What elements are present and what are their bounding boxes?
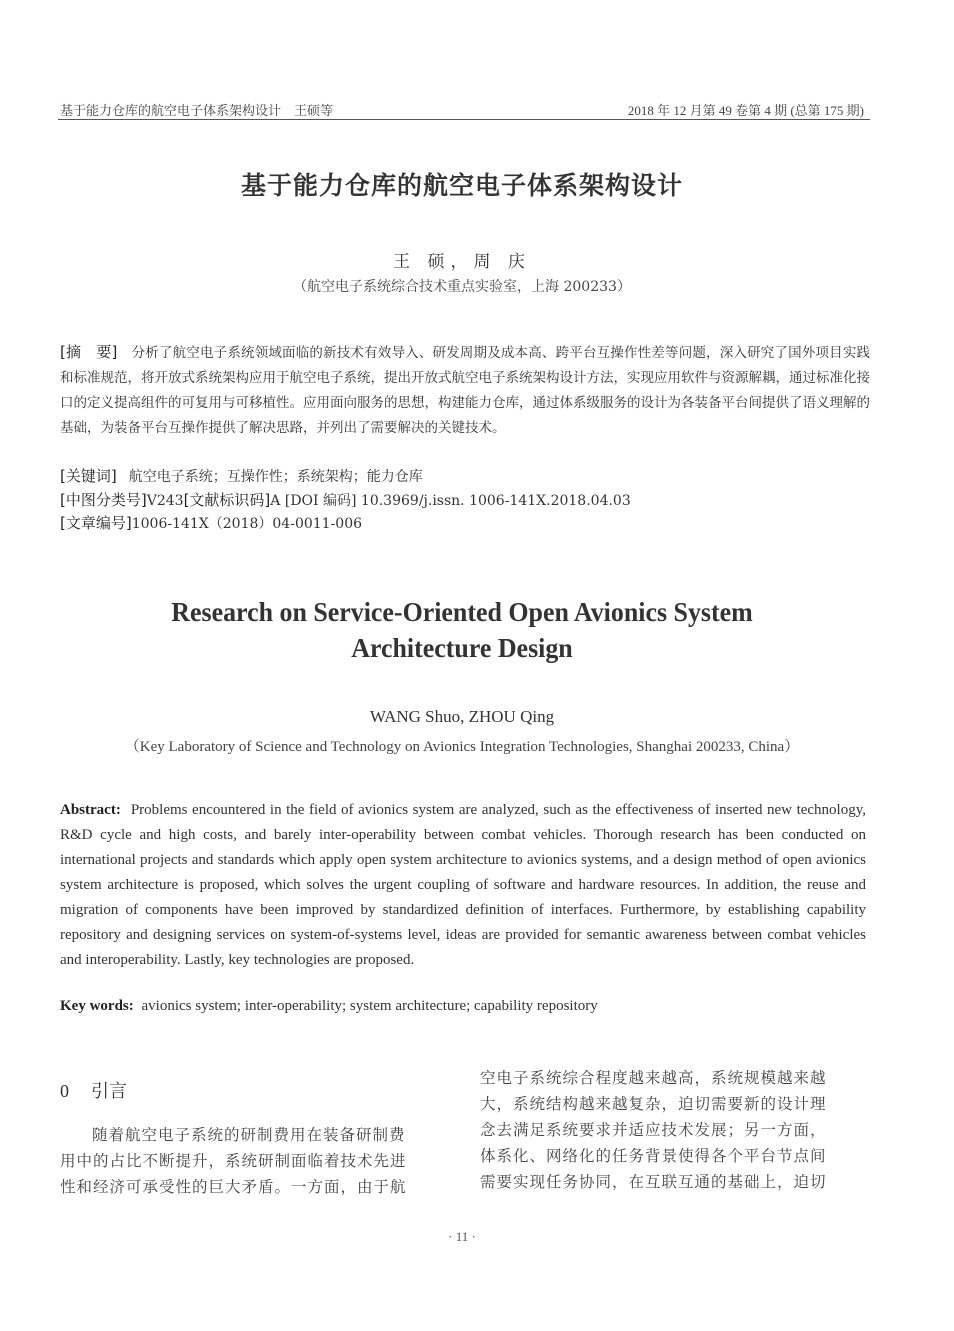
english-affiliation: （Key Laboratory of Science and Technology on Avionics Integration Technologies, Shanghai 200233, China） <box>124 739 800 755</box>
chinese-keywords <box>60 465 870 489</box>
doc-code-label: [文献标识码] <box>183 490 271 509</box>
issue-info: 2018 年 12 月第 49 卷第 4 期 (总第 175 期) <box>627 103 864 118</box>
chinese-abstract-text: 分析了航空电子系统领域面临的新技术有效导入、研发周期及成本高、跨平台互操作性差等问题，深入研究了国外项目实践和标准规范，将开放式系统架构应用于航空电子系统，提出开放式航空电子系统架构设计方法，实现应用软件与资源解耦，通过标准化接口的定义提高组件的可复用与可移植性。应用面向服务的思想，构建能力仓库，通过体系级服务的设计为各装备平台间提供了语义理解的基础，为装备平台互操作提供了解决思路，并列出了需要解决的关键技术。 <box>60 345 870 436</box>
english-abstract-label: Abstract: <box>60 802 121 818</box>
english-keywords-text: avionics system; inter-operability; system architecture; capability repository <box>141 998 598 1014</box>
body-line: 大，系统结构越来越复杂，迫切需要新的设计理 <box>480 1095 827 1113</box>
english-title-line-2: Architecture Design <box>351 633 573 663</box>
chinese-title: 基于能力仓库的航空电子体系架构设计 <box>240 171 683 200</box>
classification-value: V243 <box>146 492 184 509</box>
running-header <box>58 98 870 120</box>
body-line: 体系化、网络化的任务背景使得各个平台节点间 <box>480 1147 827 1165</box>
chinese-keywords-text: 航空电子系统；互操作性；系统架构；能力仓库 <box>128 469 423 485</box>
chinese-keywords-label: [关键词] <box>60 467 117 485</box>
doi-value: 10.3969/j.issn. 1006-141X.2018.04.03 <box>360 492 631 509</box>
body-line: 需要实现任务协同，在互联互通的基础上，迫切 <box>480 1173 827 1191</box>
doc-code-value: A <box>270 492 281 509</box>
english-abstract-text: Problems encountered in the field of avionics system are analyzed, such as the effectiveness of inserted new technology, R&D cycle and high costs, and barely inter-operability between combat vehicles. Thorough research has been conducted on international projects and standards which apply open system architecture to avionics systems, and a design method of open avionics system architecture is proposed, which solves the urgent coupling of software and hardware resources. In addition, the reuse and migration of components have been improved by standardized definition of interfaces. Furthermore, by establishing capability repository and designing services on system-of-systems level, ideas are provided for semantic awareness between combat vehicles and interoperability. Lastly, key technologies are proposed. <box>60 802 866 968</box>
body-line: 念去满足系统要求并适应技术发展；另一方面， <box>480 1121 827 1139</box>
body-line: 随着航空电子系统的研制费用在装备研制费 <box>92 1126 406 1144</box>
article-number-label: [文章编号] <box>60 514 132 532</box>
chinese-authors: 王 硕，周 庆 <box>393 252 531 272</box>
section-number: 0 <box>60 1081 69 1101</box>
chinese-abstract-label: [摘 要] <box>60 343 118 361</box>
english-abstract <box>60 798 866 973</box>
english-keywords-label: Key words: <box>60 998 134 1014</box>
english-title <box>18 594 905 666</box>
article-number-line <box>60 512 870 536</box>
article-number-value: 1006-141X（2018）04-0011-006 <box>131 516 363 532</box>
running-title: 基于能力仓库的航空电子体系架构设计 王硕等 <box>60 103 334 118</box>
chinese-affiliation: （航空电子系统综合技术重点实验室，上海 200233） <box>293 279 631 295</box>
body-column-left <box>60 1122 444 1200</box>
classification-line <box>60 489 870 513</box>
doi-label: [DOI 编码] <box>284 492 357 509</box>
body-line: 用中的占比不断提升，系统研制面临着技术先进 <box>60 1152 407 1170</box>
section-heading <box>60 1077 127 1103</box>
header-rule <box>58 119 870 120</box>
section-title: 引言 <box>91 1081 127 1102</box>
page-number: · 11 · <box>448 1229 476 1244</box>
english-keywords <box>60 998 866 1015</box>
body-line: 空电子系统综合程度越来越高，系统规模越来越 <box>480 1069 827 1087</box>
classification-label: [中图分类号] <box>60 490 147 509</box>
english-title-line-1: Research on Service-Oriented Open Avionics System <box>171 597 753 627</box>
english-authors: WANG Shuo, ZHOU Qing <box>369 707 555 726</box>
body-column-right <box>480 1065 870 1195</box>
chinese-abstract <box>60 340 870 441</box>
body-line: 性和经济可承受性的巨大矛盾。一方面，由于航 <box>60 1178 407 1196</box>
chinese-metadata <box>60 465 870 536</box>
